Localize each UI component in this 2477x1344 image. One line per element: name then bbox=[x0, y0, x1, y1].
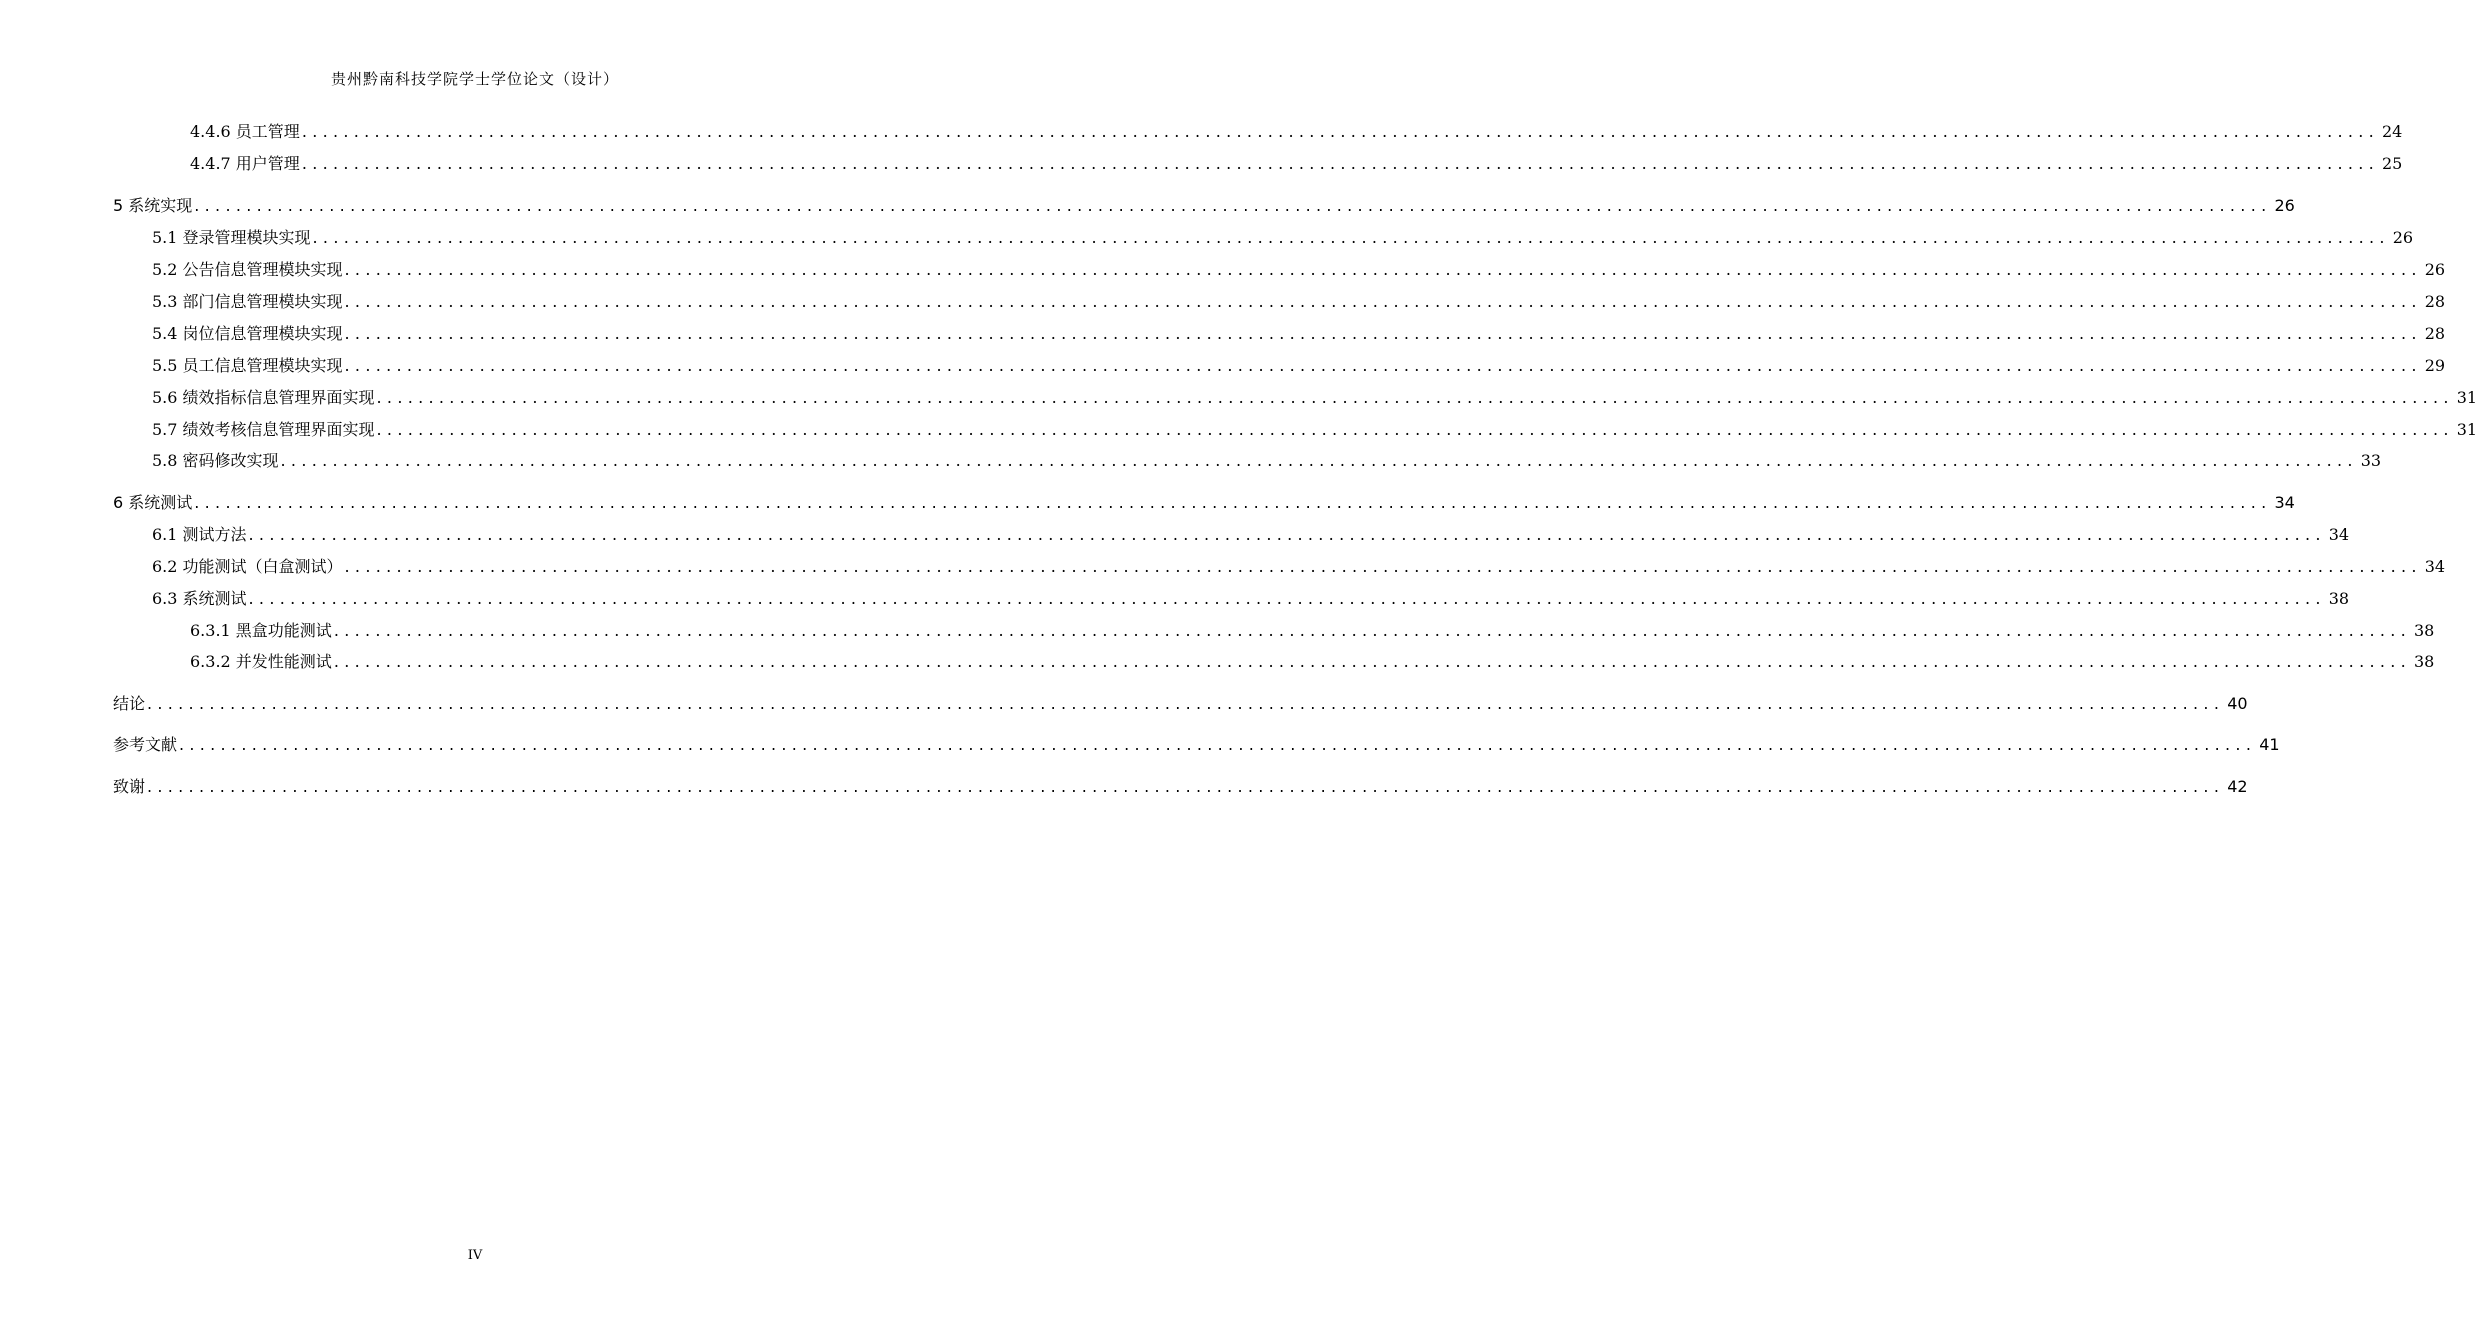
toc-entry-label: 4.4.6 员工管理 bbox=[190, 122, 300, 141]
toc-entry[interactable] bbox=[190, 153, 2403, 175]
toc-entry[interactable] bbox=[152, 259, 2446, 281]
toc-entry-label: 5.2 公告信息管理模块实现 bbox=[152, 260, 343, 279]
toc-entry-label: 5.3 部门信息管理模块实现 bbox=[152, 292, 343, 311]
toc-entry-page: 34 bbox=[2328, 525, 2350, 544]
toc-entry-page: 28 bbox=[2424, 324, 2446, 343]
toc-entry-label: 致谢 bbox=[113, 777, 146, 796]
toc-entry-label: 5.6 绩效指标信息管理界面实现 bbox=[152, 388, 375, 407]
toc-entry-page: 25 bbox=[2382, 154, 2403, 173]
toc-entry-label: 6.3.1 黑盒功能测试 bbox=[190, 621, 332, 640]
toc-dot-leader: ........................................................................................................................................................................................................ bbox=[344, 557, 2422, 576]
toc-entry[interactable] bbox=[152, 355, 2446, 377]
toc-entry[interactable] bbox=[113, 492, 2295, 514]
toc-entry-label: 6.1 测试方法 bbox=[152, 525, 247, 544]
toc-entry-page: 31 bbox=[2456, 420, 2477, 439]
toc-entry-label: 5.7 绩效考核信息管理界面实现 bbox=[152, 420, 375, 439]
toc-entry-page: 42 bbox=[2227, 777, 2248, 796]
toc-dot-leader: ........................................................................................................................................................................................................ bbox=[344, 356, 2422, 375]
toc-entry[interactable] bbox=[113, 195, 2295, 217]
toc-entry[interactable] bbox=[190, 651, 2435, 673]
toc-entry-page: 34 bbox=[2424, 557, 2446, 576]
toc-entry-page: 34 bbox=[2274, 493, 2295, 512]
toc-entry-page: 38 bbox=[2414, 621, 2435, 640]
toc-dot-leader: ........................................................................................................................................................................................................ bbox=[312, 228, 2390, 247]
toc-dot-leader: ........................................................................................................................................................................................................ bbox=[344, 292, 2422, 311]
page-number: IV bbox=[467, 1248, 483, 1263]
toc-dot-leader: ........................................................................................................................................................................................................ bbox=[248, 525, 2326, 544]
toc-entry-label: 5.8 密码修改实现 bbox=[152, 451, 279, 470]
toc-dot-leader: ........................................................................................................................................................................................................ bbox=[333, 652, 2411, 671]
toc-entry-page: 26 bbox=[2392, 228, 2414, 247]
toc-entry[interactable] bbox=[152, 227, 2414, 249]
toc-dot-leader: ........................................................................................................................................................................................................ bbox=[301, 122, 2379, 141]
toc-entry[interactable] bbox=[113, 693, 2248, 715]
toc-entry[interactable] bbox=[152, 387, 2477, 409]
toc-entry-label: 6.3.2 并发性能测试 bbox=[190, 652, 332, 671]
toc-entry-label: 6.3 系统测试 bbox=[152, 589, 247, 608]
toc-entry[interactable] bbox=[152, 450, 2382, 472]
toc-dot-leader: ........................................................................................................................................................................................................ bbox=[333, 621, 2411, 640]
toc-entry[interactable] bbox=[152, 556, 2446, 578]
toc-entry[interactable] bbox=[113, 776, 2248, 798]
toc-entry[interactable] bbox=[190, 620, 2435, 642]
toc-entry[interactable] bbox=[152, 291, 2446, 313]
toc-entry-label: 5.5 员工信息管理模块实现 bbox=[152, 356, 343, 375]
toc-dot-leader: ........................................................................................................................................................................................................ bbox=[301, 154, 2379, 173]
toc-entry-page: 38 bbox=[2328, 589, 2350, 608]
toc-dot-leader: ........................................................................................................................................................................................................ bbox=[179, 735, 2257, 754]
toc-dot-leader: ........................................................................................................................................................................................................ bbox=[194, 196, 2272, 215]
toc-entry-page: 28 bbox=[2424, 292, 2446, 311]
toc-entry[interactable] bbox=[152, 323, 2446, 345]
toc-dot-leader: ........................................................................................................................................................................................................ bbox=[147, 777, 2225, 796]
toc-dot-leader: ........................................................................................................................................................................................................ bbox=[376, 388, 2454, 407]
toc-entry-label: 5.1 登录管理模块实现 bbox=[152, 228, 311, 247]
toc-entry-label: 结论 bbox=[113, 694, 146, 713]
toc-entry[interactable] bbox=[113, 734, 2280, 756]
toc-dot-leader: ........................................................................................................................................................................................................ bbox=[376, 420, 2454, 439]
toc-entry-label: 5.4 岗位信息管理模块实现 bbox=[152, 324, 343, 343]
toc-dot-leader: ........................................................................................................................................................................................................ bbox=[344, 260, 2422, 279]
toc-entry-page: 31 bbox=[2456, 388, 2477, 407]
toc-entry-page: 38 bbox=[2414, 652, 2435, 671]
toc-entry-label: 6 系统测试 bbox=[113, 493, 193, 512]
toc-entry-page: 40 bbox=[2227, 694, 2248, 713]
toc-dot-leader: ........................................................................................................................................................................................................ bbox=[344, 324, 2422, 343]
page-header: 贵州黔南科技学院学士学位论文（设计） bbox=[330, 70, 619, 88]
toc-entry-page: 29 bbox=[2424, 356, 2446, 375]
toc-dot-leader: ........................................................................................................................................................................................................ bbox=[194, 493, 2272, 512]
toc-dot-leader: ........................................................................................................................................................................................................ bbox=[280, 451, 2358, 470]
toc-entry-page: 26 bbox=[2274, 196, 2295, 215]
toc-dot-leader: ........................................................................................................................................................................................................ bbox=[248, 589, 2326, 608]
toc-entry-page: 33 bbox=[2360, 451, 2382, 470]
toc-entry-page: 41 bbox=[2259, 735, 2280, 754]
toc-entry-label: 4.4.7 用户管理 bbox=[190, 154, 300, 173]
toc-entry[interactable] bbox=[152, 524, 2350, 546]
toc-entry-label: 参考文献 bbox=[113, 735, 178, 754]
toc-dot-leader: ........................................................................................................................................................................................................ bbox=[147, 694, 2225, 713]
toc-entry[interactable] bbox=[152, 419, 2477, 441]
toc-entry-page: 24 bbox=[2382, 122, 2403, 141]
toc-entry[interactable] bbox=[190, 121, 2403, 143]
toc-entry-label: 5 系统实现 bbox=[113, 196, 193, 215]
toc-entry-label: 6.2 功能测试（白盒测试） bbox=[152, 557, 343, 576]
toc-entry-page: 26 bbox=[2424, 260, 2446, 279]
toc-entry[interactable] bbox=[152, 588, 2350, 610]
